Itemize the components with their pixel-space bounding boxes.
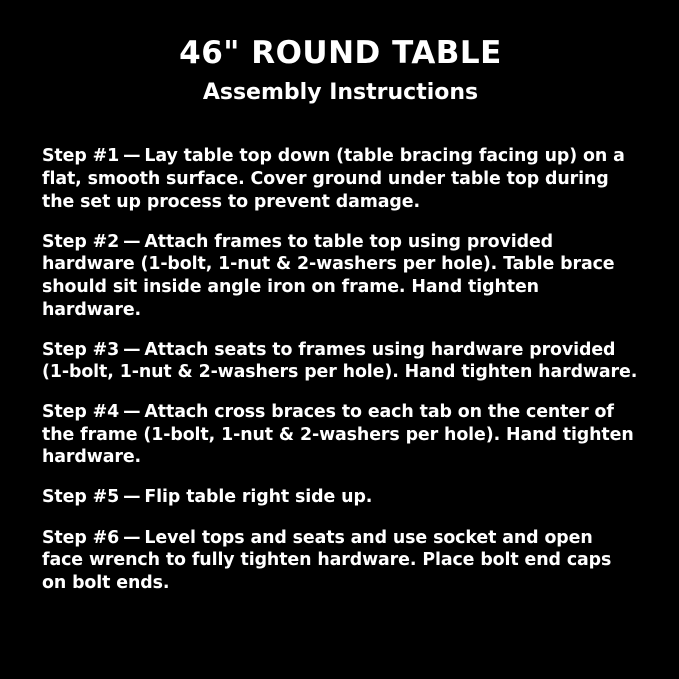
page-subtitle: Assembly Instructions <box>202 79 479 105</box>
step-label: Step #2 <box>42 231 120 252</box>
list-item <box>42 339 639 384</box>
step-text: Level tops and seats and use socket and open face wrench to fully tighten hardware. Place bolt end caps on bolt ends. <box>42 527 612 593</box>
steps-list <box>42 128 639 594</box>
step-text: Attach frames to table top using provided hardware (1-bolt, 1-nut & 2-washers per hole). Table brace should sit inside angle iron on frame. Hand tighten hardware. <box>42 231 615 320</box>
list-item <box>42 486 639 509</box>
list-item <box>42 401 639 469</box>
step-dash: — <box>123 146 141 167</box>
list-item <box>42 527 639 595</box>
step-text: Attach seats to frames using hardware provided (1-bolt, 1-nut & 2-washers per hole). Hand tighten hardware. <box>42 339 638 383</box>
step-dash: — <box>123 402 141 423</box>
step-text: Flip table right side up. <box>144 487 373 508</box>
list-item <box>42 145 639 213</box>
step-label: Step #4 <box>42 402 120 423</box>
step-text: Attach cross braces to each tab on the center of the frame (1-bolt, 1-nut & 2-washers per hole). Hand tighten hardware. <box>42 402 634 468</box>
step-dash: — <box>123 231 141 252</box>
step-text: Lay table top down (table bracing facing up) on a flat, smooth surface. Cover ground under table top during the set up process to prevent damage. <box>42 146 625 212</box>
step-label: Step #1 <box>42 146 120 167</box>
step-dash: — <box>123 527 141 548</box>
page-title: 46" ROUND TABLE <box>179 35 502 71</box>
step-label: Step #6 <box>42 527 120 548</box>
step-dash: — <box>123 487 141 508</box>
step-label: Step #5 <box>42 487 120 508</box>
list-item <box>42 231 639 322</box>
step-dash: — <box>123 339 141 360</box>
step-label: Step #3 <box>42 339 120 360</box>
